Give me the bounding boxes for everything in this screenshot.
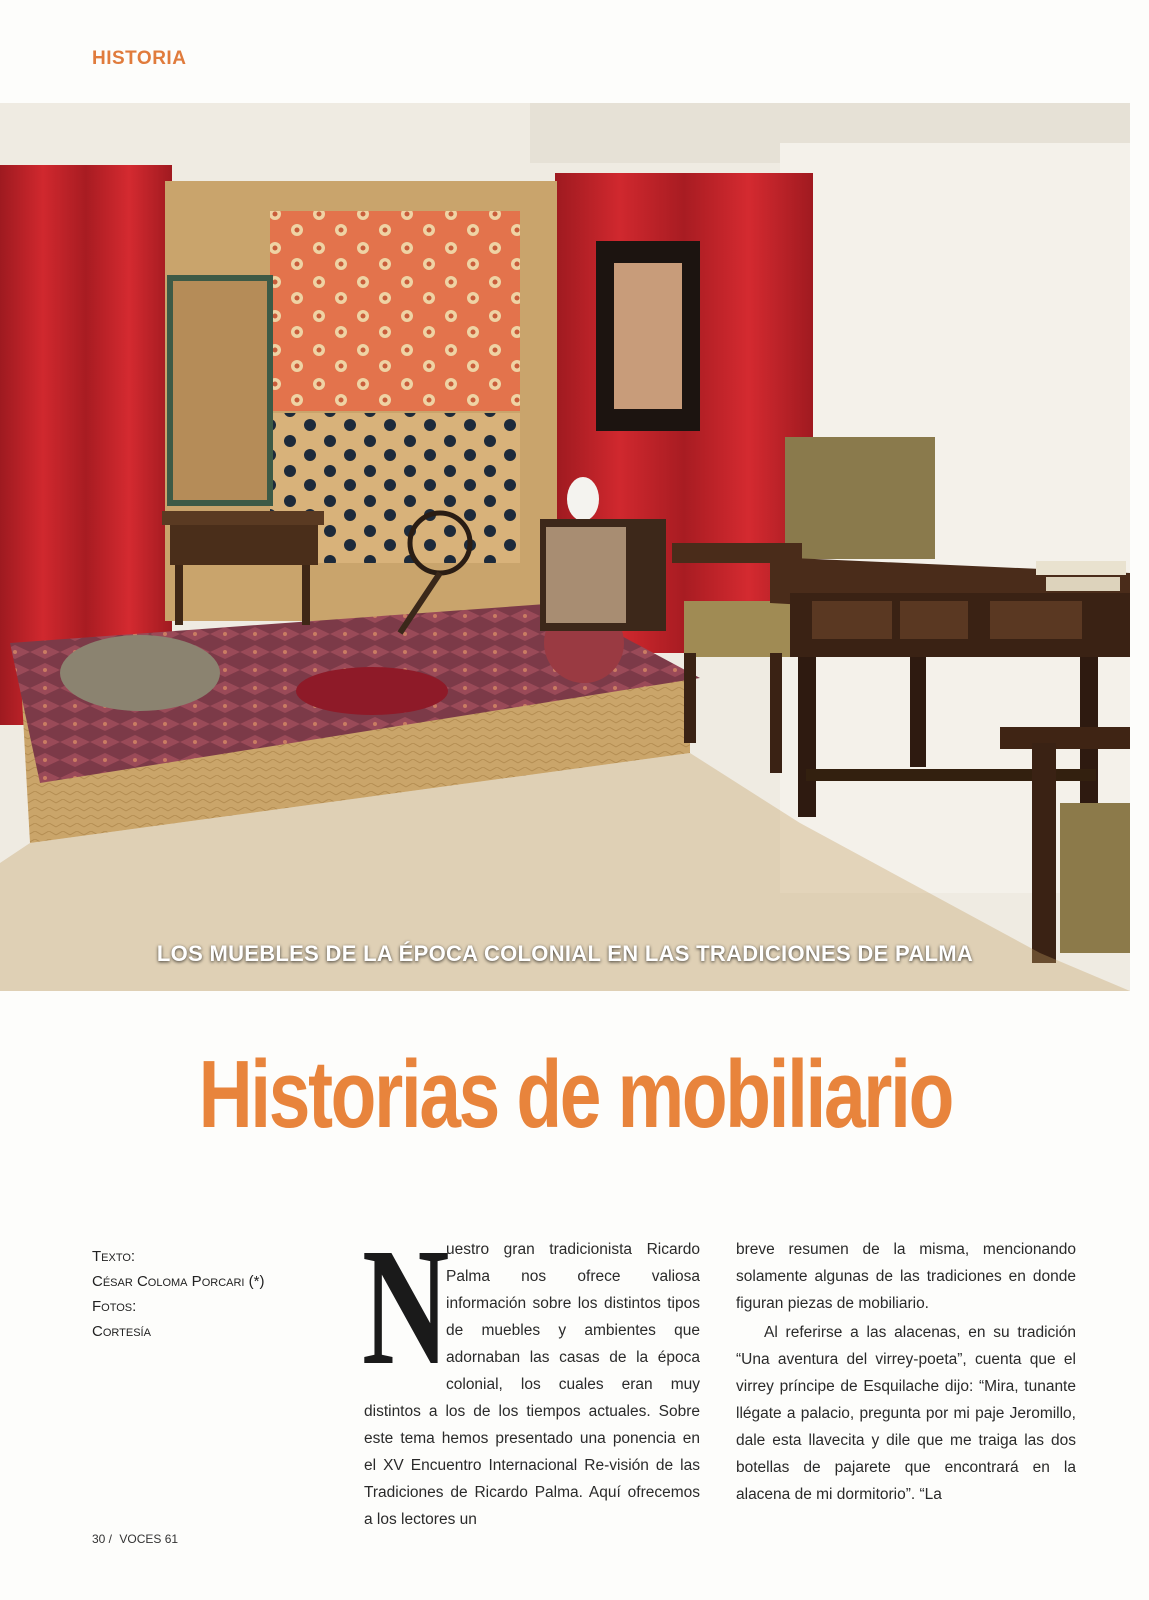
photos-credit: Cortesía (92, 1323, 151, 1340)
article-paragraph: breve resumen de la misma, mencionando solamente algunas de las tradiciones en donde figuran piezas de mobiliario. (736, 1241, 1076, 1312)
page-title: Historias de mobiliario (198, 1041, 952, 1148)
article-column-1 (362, 1214, 700, 1533)
section-label: HISTORIA (92, 48, 187, 69)
article-column-2 (736, 1236, 1076, 1508)
drop-cap: N (362, 1214, 450, 1400)
author-name: César Coloma Porcari (*) (92, 1273, 265, 1290)
article-paragraph: uestro gran tradicionista Ricardo Palma nos ofrece valiosa información sobre los distintos tipos de muebles y ambientes que adornaban las casas de la época colonial, los cuales eran muy distintos a los de los tiempos actuales. Sobre este tema hemos presentado una ponencia en el XV Encuentro Internacional Re-visión de las Tradiciones de Ricardo Palma. Aquí ofrecemos a los lectores un (364, 1241, 700, 1528)
text-label: Texto: (92, 1248, 136, 1265)
colonial-room-illustration (0, 103, 1130, 991)
magazine-issue: VOCES 61 (119, 1532, 179, 1546)
photo-caption: LOS MUEBLES DE LA ÉPOCA COLONIAL EN LAS TRADICIONES DE PALMA (156, 941, 974, 966)
article-photo (0, 103, 1130, 991)
article-paragraph: Al referirse a las alacenas, en su tradición “Una aventura del virrey-poeta”, cuenta que el virrey príncipe de Esquilache dijo: “Mira, tunante llégate a palacio, pregunta por mi paje Jeromillo, dale esta llavecita y dile que me traiga las dos botellas de pajarete que encontrará en la alacena de mi dormitorio”. “La (736, 1324, 1076, 1503)
photos-label: Fotos: (92, 1298, 137, 1315)
byline (92, 1244, 264, 1344)
page-footer (92, 1532, 178, 1546)
page-number: 30 / (92, 1532, 113, 1546)
